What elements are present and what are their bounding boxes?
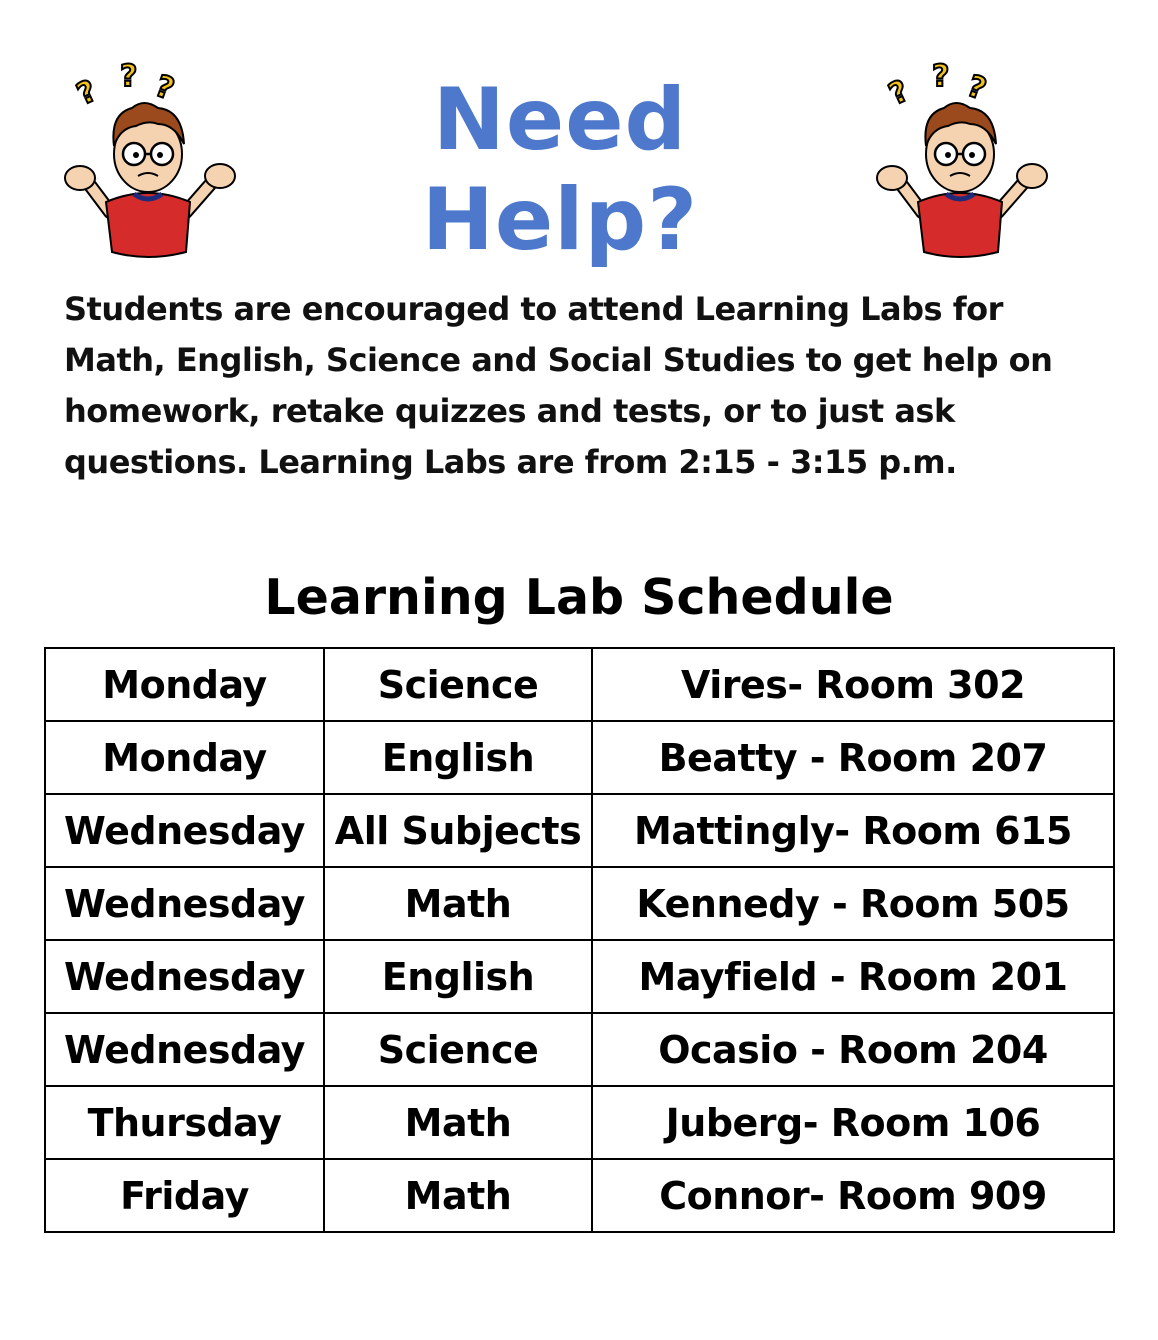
- teacher-room-cell: Vires- Room 302: [592, 648, 1114, 721]
- teacher-room-cell: Mayfield - Room 201: [592, 940, 1114, 1013]
- subject-cell: Science: [324, 648, 592, 721]
- table-row: [45, 1159, 1114, 1232]
- table-row: [45, 867, 1114, 940]
- table-row: [45, 1086, 1114, 1159]
- schedule-title: Learning Lab Schedule: [264, 569, 894, 626]
- subject-cell: Science: [324, 1013, 592, 1086]
- confused-boy-icon: [870, 62, 1060, 262]
- subject-cell: Math: [324, 1159, 592, 1232]
- teacher-room-cell: Ocasio - Room 204: [592, 1013, 1114, 1086]
- day-cell: Wednesday: [45, 1013, 324, 1086]
- subject-cell: Math: [324, 867, 592, 940]
- question-mark-icon: [72, 62, 179, 113]
- page-header: [0, 0, 1158, 270]
- day-cell: Wednesday: [45, 794, 324, 867]
- svg-text:?: ?: [962, 68, 991, 108]
- subject-cell: All Subjects: [324, 794, 592, 867]
- svg-text:?: ?: [932, 62, 950, 94]
- day-cell: Friday: [45, 1159, 324, 1232]
- day-cell: Thursday: [45, 1086, 324, 1159]
- intro-paragraph: Students are encouraged to attend Learning Labs for Math, English, Science and Social Studies to get help on homework, retake quizzes and tests, or to just ask questions. Learning Labs are from 2:15 - 3:15 p.m.: [64, 290, 1053, 481]
- confused-boy-icon: [58, 62, 248, 262]
- schedule-table: [44, 647, 1115, 1233]
- day-cell: Wednesday: [45, 940, 324, 1013]
- day-cell: Monday: [45, 721, 324, 794]
- teacher-room-cell: Mattingly- Room 615: [592, 794, 1114, 867]
- table-row: [45, 648, 1114, 721]
- teacher-room-cell: Kennedy - Room 505: [592, 867, 1114, 940]
- page-title: Need Help?: [421, 70, 699, 270]
- day-cell: Monday: [45, 648, 324, 721]
- subject-cell: English: [324, 721, 592, 794]
- subject-cell: English: [324, 940, 592, 1013]
- table-row: [45, 1013, 1114, 1086]
- svg-text:?: ?: [120, 62, 138, 94]
- table-row: [45, 940, 1114, 1013]
- table-row: [45, 721, 1114, 794]
- table-row: [45, 794, 1114, 867]
- subject-cell: Math: [324, 1086, 592, 1159]
- teacher-room-cell: Juberg- Room 106: [592, 1086, 1114, 1159]
- day-cell: Wednesday: [45, 867, 324, 940]
- svg-text:?: ?: [883, 73, 915, 113]
- teacher-room-cell: Beatty - Room 207: [592, 721, 1114, 794]
- svg-text:?: ?: [71, 73, 103, 113]
- question-mark-icon: [884, 62, 991, 113]
- teacher-room-cell: Connor- Room 909: [592, 1159, 1114, 1232]
- svg-text:?: ?: [150, 68, 179, 108]
